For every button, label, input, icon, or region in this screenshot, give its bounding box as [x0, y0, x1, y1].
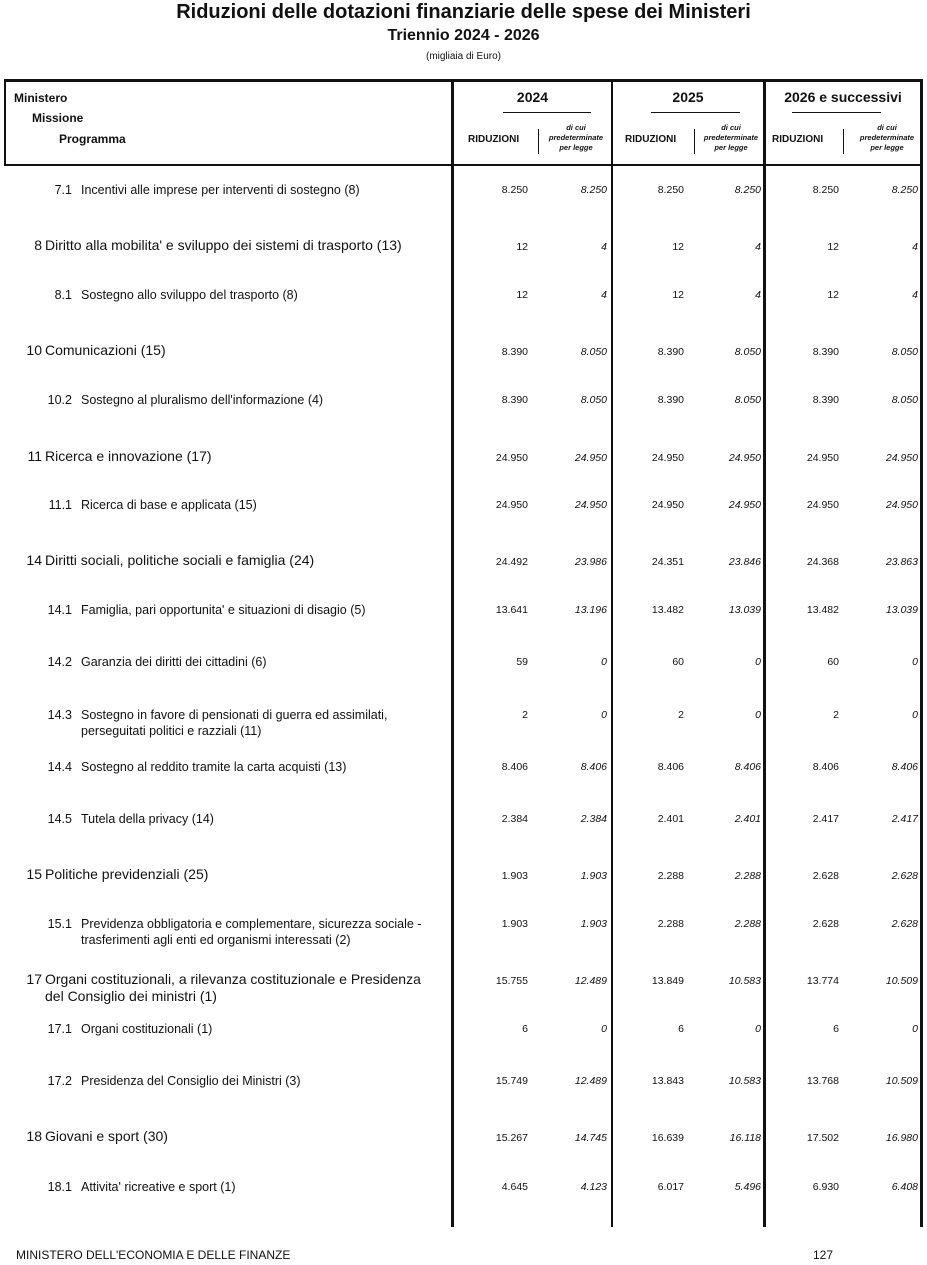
programma-code: 10.2	[47, 393, 72, 407]
predeterminate-value: 24.950	[728, 452, 761, 464]
year-header-2026: 2026 e successivi	[784, 89, 902, 105]
di-cui-text: di cui	[566, 123, 586, 132]
predeterminate-value: 24.950	[574, 452, 607, 464]
riduzioni-value: 12	[827, 241, 839, 253]
table-top-border	[4, 79, 923, 82]
predeterminate-value: 8.050	[891, 346, 918, 358]
programma-code: 14.2	[47, 655, 72, 669]
riduzioni-value: 12	[516, 289, 528, 301]
year-underline-2024	[503, 112, 591, 113]
predeterminate-label-2025	[697, 123, 765, 153]
predeterminate-text: predeterminate	[548, 133, 604, 142]
riduzioni-value: 2.628	[812, 870, 839, 882]
predeterminate-value: 5.496	[734, 1181, 761, 1193]
predeterminate-value: 0	[755, 656, 761, 668]
missione-label-continued: del Consiglio dei ministri (1)	[45, 988, 217, 1004]
subheader-sep-2024	[538, 129, 539, 154]
predeterminate-text: predeterminate	[859, 133, 915, 142]
riduzioni-value: 12	[672, 241, 684, 253]
missione-code: 11	[27, 448, 42, 464]
predeterminate-value: 2.384	[580, 813, 607, 825]
riduzioni-value: 4.645	[501, 1181, 528, 1193]
predeterminate-value: 0	[912, 656, 918, 668]
riduzioni-value: 8.390	[501, 346, 528, 358]
col-divider-2	[611, 79, 613, 1227]
riduzioni-value: 6.017	[657, 1181, 684, 1193]
per-legge-text: per legge	[714, 143, 748, 152]
programma-label: Organi costituzionali (1)	[81, 1022, 213, 1036]
predeterminate-value: 13.039	[728, 604, 761, 616]
riduzioni-value: 2.288	[657, 918, 684, 930]
riduzioni-value: 2.384	[501, 813, 528, 825]
subheader-sep-2025	[694, 129, 695, 154]
missione-code: 8	[34, 237, 42, 253]
missione-code: 18	[26, 1128, 42, 1144]
predeterminate-value: 2.288	[734, 918, 761, 930]
header-programma: Programma	[59, 132, 126, 146]
programma-code: 14.3	[47, 708, 72, 722]
predeterminate-value: 24.950	[574, 499, 607, 511]
riduzioni-value: 24.950	[806, 452, 839, 464]
programma-label: Attivita' ricreative e sport (1)	[81, 1180, 236, 1194]
predeterminate-value: 8.406	[580, 761, 607, 773]
year-header-2024: 2024	[516, 89, 549, 105]
predeterminate-value: 13.196	[574, 604, 607, 616]
programma-label: Sostegno al reddito tramite la carta acquisti (13)	[81, 760, 347, 774]
riduzioni-value: 13.482	[651, 604, 684, 616]
predeterminate-value: 10.583	[728, 975, 761, 987]
programma-label: Ricerca di base e applicata (15)	[81, 498, 257, 512]
header-ministero: Ministero	[14, 91, 68, 105]
predeterminate-value: 23.846	[728, 556, 761, 568]
year-underline-2026	[792, 112, 881, 113]
predeterminate-value: 8.050	[891, 394, 918, 406]
riduzioni-value: 8.250	[657, 184, 684, 196]
programma-code: 18.1	[47, 1180, 72, 1194]
predeterminate-value: 4.123	[580, 1181, 607, 1193]
riduzioni-value: 15.755	[495, 975, 528, 987]
programma-label-continued: perseguitati politici e razziali (11)	[81, 724, 262, 738]
missione-label: Politiche previdenziali (25)	[45, 866, 209, 882]
riduzioni-value: 8.406	[501, 761, 528, 773]
riduzioni-value: 59	[516, 656, 528, 668]
riduzioni-value: 2.401	[657, 813, 684, 825]
predeterminate-value: 10.583	[728, 1075, 761, 1087]
riduzioni-label-2025: RIDUZIONI	[625, 134, 677, 145]
di-cui-text: di cui	[877, 123, 897, 132]
riduzioni-value: 1.903	[501, 918, 528, 930]
predeterminate-value: 13.039	[885, 604, 918, 616]
riduzioni-label-2024: RIDUZIONI	[468, 134, 520, 145]
predeterminate-value: 0	[755, 709, 761, 721]
table-right-border	[920, 79, 923, 1227]
programma-code: 17.1	[47, 1022, 72, 1036]
unit-note: (migliaia di Euro)	[425, 51, 502, 62]
predeterminate-value: 8.406	[734, 761, 761, 773]
riduzioni-label-2026: RIDUZIONI	[772, 134, 824, 145]
predeterminate-value: 8.250	[891, 184, 918, 196]
riduzioni-value: 6.930	[812, 1181, 839, 1193]
col-divider-1	[451, 79, 454, 1227]
programma-code: 15.1	[47, 917, 72, 931]
predeterminate-value: 14.745	[574, 1132, 607, 1144]
riduzioni-value: 24.950	[495, 499, 528, 511]
riduzioni-value: 12	[672, 289, 684, 301]
riduzioni-value: 13.774	[806, 975, 839, 987]
programma-label: Sostegno in favore di pensionati di guerra ed assimilati,	[81, 708, 388, 722]
riduzioni-value: 15.267	[495, 1132, 528, 1144]
riduzioni-value: 15.749	[495, 1075, 528, 1087]
predeterminate-value: 10.509	[885, 975, 918, 987]
programma-code: 17.2	[47, 1074, 72, 1088]
riduzioni-value: 2	[522, 709, 528, 721]
predeterminate-value: 16.980	[885, 1132, 918, 1144]
predeterminate-value: 2.401	[734, 813, 761, 825]
programma-label: Garanzia dei diritti dei cittadini (6)	[81, 655, 267, 669]
missione-label: Ricerca e innovazione (17)	[45, 448, 212, 464]
predeterminate-value: 4	[601, 241, 607, 253]
missione-code: 14	[26, 552, 42, 568]
riduzioni-value: 13.482	[806, 604, 839, 616]
programma-code: 8.1	[54, 288, 72, 302]
predeterminate-value: 2.417	[891, 813, 918, 825]
predeterminate-value: 2.628	[891, 918, 918, 930]
predeterminate-value: 8.250	[580, 184, 607, 196]
predeterminate-value: 23.986	[574, 556, 607, 568]
per-legge-text: per legge	[870, 143, 904, 152]
predeterminate-value: 24.950	[885, 452, 918, 464]
header-missione: Missione	[32, 111, 84, 125]
riduzioni-value: 24.492	[495, 556, 528, 568]
footer-ministry: MINISTERO DELL'ECONOMIA E DELLE FINANZE	[16, 1248, 291, 1262]
riduzioni-value: 24.950	[651, 499, 684, 511]
programma-code: 14.4	[47, 760, 72, 774]
predeterminate-value: 0	[601, 709, 607, 721]
riduzioni-value: 8.406	[812, 761, 839, 773]
riduzioni-value: 13.641	[495, 604, 528, 616]
predeterminate-value: 0	[601, 656, 607, 668]
year-header-2025: 2025	[672, 89, 704, 105]
programma-code: 14.1	[47, 603, 72, 617]
predeterminate-text: predeterminate	[703, 133, 759, 142]
programma-code: 7.1	[54, 183, 72, 197]
predeterminate-value: 0	[912, 709, 918, 721]
riduzioni-value: 17.502	[806, 1132, 839, 1144]
programma-code: 11.1	[48, 498, 72, 512]
riduzioni-value: 6	[522, 1023, 528, 1035]
riduzioni-value: 6	[678, 1023, 684, 1035]
riduzioni-value: 8.390	[657, 394, 684, 406]
programma-label: Incentivi alle imprese per interventi di sostegno (8)	[81, 183, 360, 197]
riduzioni-value: 2.417	[812, 813, 839, 825]
riduzioni-value: 2	[678, 709, 684, 721]
riduzioni-value: 60	[672, 656, 684, 668]
predeterminate-value: 0	[755, 1023, 761, 1035]
col-divider-3	[763, 79, 766, 1227]
table-left-border	[4, 79, 6, 166]
predeterminate-value: 24.950	[885, 499, 918, 511]
riduzioni-value: 2.628	[812, 918, 839, 930]
predeterminate-value: 8.050	[580, 394, 607, 406]
programma-label: Presidenza del Consiglio dei Ministri (3)	[81, 1074, 301, 1088]
table-header-border	[4, 164, 923, 166]
per-legge-text: per legge	[559, 143, 593, 152]
missione-code: 15	[26, 866, 42, 882]
predeterminate-label-2026	[852, 123, 922, 153]
predeterminate-value: 4	[912, 241, 918, 253]
riduzioni-value: 8.406	[657, 761, 684, 773]
di-cui-text: di cui	[721, 123, 741, 132]
predeterminate-value: 8.250	[734, 184, 761, 196]
predeterminate-value: 0	[912, 1023, 918, 1035]
predeterminate-value: 6.408	[891, 1181, 918, 1193]
riduzioni-value: 8.390	[812, 394, 839, 406]
riduzioni-value: 24.950	[651, 452, 684, 464]
page-title: Riduzioni delle dotazioni finanziarie delle spese dei Ministeri	[176, 1, 751, 23]
programma-label: Famiglia, pari opportunita' e situazioni di disagio (5)	[81, 603, 366, 617]
riduzioni-value: 24.351	[651, 556, 684, 568]
predeterminate-value: 24.950	[728, 499, 761, 511]
riduzioni-value: 13.843	[651, 1075, 684, 1087]
riduzioni-value: 8.390	[657, 346, 684, 358]
riduzioni-value: 2	[833, 709, 839, 721]
missione-label: Organi costituzionali, a rilevanza costituzionale e Presidenza	[45, 971, 421, 987]
riduzioni-value: 6	[833, 1023, 839, 1035]
predeterminate-value: 0	[601, 1023, 607, 1035]
predeterminate-value: 1.903	[580, 870, 607, 882]
riduzioni-value: 2.288	[657, 870, 684, 882]
riduzioni-value: 8.390	[812, 346, 839, 358]
predeterminate-value: 12.489	[574, 975, 607, 987]
programma-label: Sostegno al pluralismo dell'informazione (4)	[81, 393, 324, 407]
programma-label: Sostegno allo sviluppo del trasporto (8)	[81, 288, 298, 302]
predeterminate-value: 2.288	[734, 870, 761, 882]
predeterminate-value: 8.050	[580, 346, 607, 358]
predeterminate-value: 16.118	[729, 1132, 761, 1144]
riduzioni-value: 24.950	[495, 452, 528, 464]
predeterminate-value: 8.050	[734, 394, 761, 406]
missione-code: 17	[26, 971, 42, 987]
programma-label-continued: trasferimenti agli enti ed organismi interessati (2)	[81, 933, 351, 947]
missione-label: Giovani e sport (30)	[45, 1128, 168, 1144]
page-number: 127	[813, 1248, 834, 1262]
missione-label: Diritto alla mobilita' e sviluppo dei sistemi di trasporto (13)	[45, 237, 402, 253]
subheader-sep-2026	[843, 129, 844, 154]
riduzioni-value: 8.250	[501, 184, 528, 196]
predeterminate-value: 4	[912, 289, 918, 301]
riduzioni-value: 24.950	[806, 499, 839, 511]
riduzioni-value: 13.849	[651, 975, 684, 987]
predeterminate-value: 2.628	[891, 870, 918, 882]
year-underline-2025	[651, 112, 740, 113]
riduzioni-value: 12	[516, 241, 528, 253]
predeterminate-value: 8.050	[734, 346, 761, 358]
riduzioni-value: 1.903	[501, 870, 528, 882]
missione-label: Diritti sociali, politiche sociali e famiglia (24)	[45, 552, 315, 568]
predeterminate-value: 1.903	[580, 918, 607, 930]
predeterminate-label-2024	[541, 123, 611, 153]
riduzioni-value: 8.250	[812, 184, 839, 196]
page-subtitle: Triennio 2024 - 2026	[387, 27, 540, 44]
riduzioni-value: 13.768	[806, 1075, 839, 1087]
predeterminate-value: 4	[601, 289, 607, 301]
predeterminate-value: 12.489	[574, 1075, 607, 1087]
missione-code: 10	[26, 342, 42, 358]
missione-label: Comunicazioni (15)	[45, 342, 166, 358]
predeterminate-value: 4	[755, 241, 761, 253]
programma-label: Tutela della privacy (14)	[81, 812, 214, 826]
predeterminate-value: 8.406	[891, 761, 918, 773]
riduzioni-value: 8.390	[501, 394, 528, 406]
programma-label: Previdenza obbligatoria e complementare, sicurezza sociale -	[81, 917, 422, 931]
riduzioni-value: 24.368	[806, 556, 839, 568]
predeterminate-value: 10.509	[885, 1075, 918, 1087]
riduzioni-value: 60	[827, 656, 839, 668]
predeterminate-value: 23.863	[885, 556, 918, 568]
programma-code: 14.5	[47, 812, 72, 826]
riduzioni-value: 16.639	[651, 1132, 684, 1144]
predeterminate-value: 4	[755, 289, 761, 301]
riduzioni-value: 12	[827, 289, 839, 301]
